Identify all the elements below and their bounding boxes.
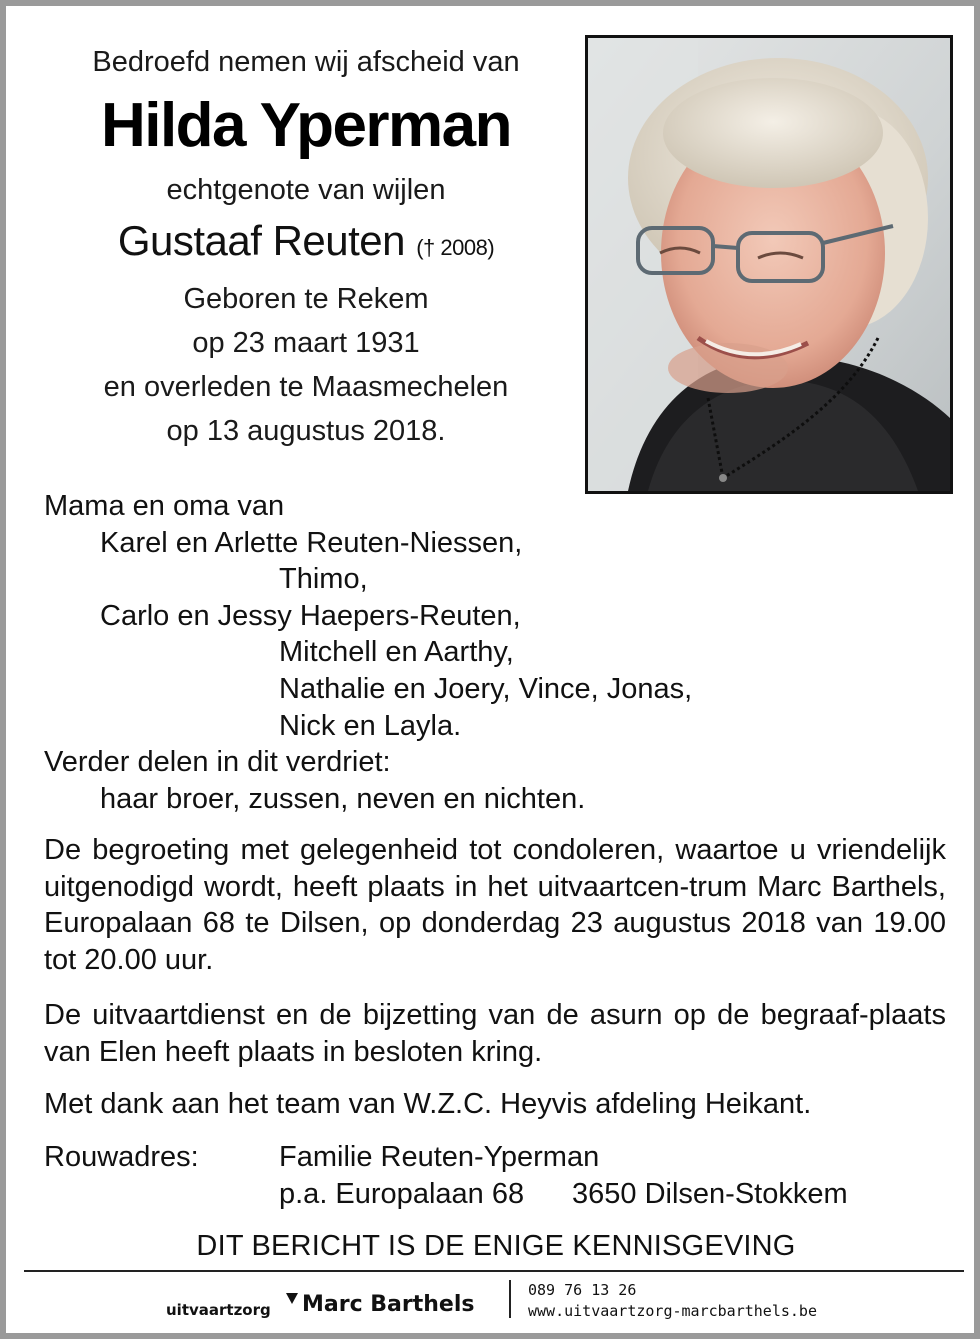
footer-separator bbox=[509, 1280, 511, 1318]
intro-block bbox=[46, 40, 566, 453]
footer-divider bbox=[24, 1270, 964, 1272]
spouse-name-row bbox=[46, 212, 566, 277]
family-heading: Mama en oma van bbox=[44, 490, 285, 522]
funeral-paragraph: De uitvaartdienst en de bijzetting van de asurn op de begraaf-plaats van Elen heeft plaats in besloten kring. bbox=[44, 999, 946, 1068]
family-member-line: Mitchell en Aarthy, bbox=[279, 636, 514, 669]
brand-name: Marc Barthels bbox=[302, 1292, 475, 1317]
mourning-address bbox=[44, 1139, 944, 1213]
funeral-home-logo bbox=[166, 1287, 506, 1327]
deceased-name: Hilda Yperman bbox=[100, 91, 512, 160]
family-member-line: Nathalie en Joery, Vince, Jonas, bbox=[279, 672, 693, 705]
triangle-icon bbox=[286, 1293, 298, 1304]
death-date: op 13 augustus 2018. bbox=[166, 415, 446, 447]
spouse-intro-line: echtgenote van wijlen bbox=[166, 174, 446, 206]
family-member-line: Nick en Layla. bbox=[279, 709, 462, 742]
address-street: p.a. Europalaan 68 bbox=[279, 1178, 525, 1210]
intro-line: Bedroefd nemen wij afscheid van bbox=[92, 46, 520, 78]
birth-date: op 23 maart 1931 bbox=[192, 327, 420, 359]
spouse-death-year: († 2008) bbox=[416, 235, 495, 260]
birth-place: Geboren te Rekem bbox=[183, 283, 429, 315]
portrait-illustration bbox=[588, 38, 950, 491]
phone-number: 089 76 13 26 bbox=[528, 1281, 637, 1299]
shared-grief-line: haar broer, zussen, neven en nichten. bbox=[100, 782, 586, 815]
portrait-photo bbox=[585, 35, 953, 494]
shared-grief-heading: Verder delen in dit verdriet: bbox=[44, 746, 391, 779]
family-member-line: Thimo, bbox=[279, 563, 368, 596]
address-name: Familie Reuten-Yperman bbox=[279, 1141, 600, 1173]
brand-small-text: uitvaartzorg bbox=[166, 1301, 271, 1319]
family-list bbox=[44, 488, 944, 817]
website-link[interactable]: www.uitvaartzorg-marcbarthels.be bbox=[528, 1302, 817, 1320]
condolence-paragraph: De begroeting met gelegenheid tot condoleren, waartoe u vriendelijk uitgenodigd wordt, heeft plaats in het uitvaartcen-trum Marc Barthels, Europalaan 68 te Dilsen, op donderdag 23 augustus 2018 van 19.00 tot 20.00 uur. bbox=[44, 834, 946, 976]
family-member-line: Karel en Arlette Reuten-Niessen, bbox=[100, 526, 523, 559]
sole-notice: DIT BERICHT IS DE ENIGE KENNISGEVING bbox=[196, 1230, 796, 1262]
spouse-name: Gustaaf Reuten bbox=[117, 217, 406, 264]
footer-contact bbox=[528, 1280, 948, 1322]
family-member-line: Carlo en Jessy Haepers-Reuten, bbox=[100, 599, 521, 632]
death-place: en overleden te Maasmechelen bbox=[103, 371, 509, 403]
address-city: 3650 Dilsen-Stokkem bbox=[572, 1178, 848, 1210]
address-label: Rouwadres: bbox=[44, 1141, 199, 1173]
thanks-paragraph: Met dank aan het team van W.Z.C. Heyvis afdeling Heikant. bbox=[44, 1088, 812, 1120]
